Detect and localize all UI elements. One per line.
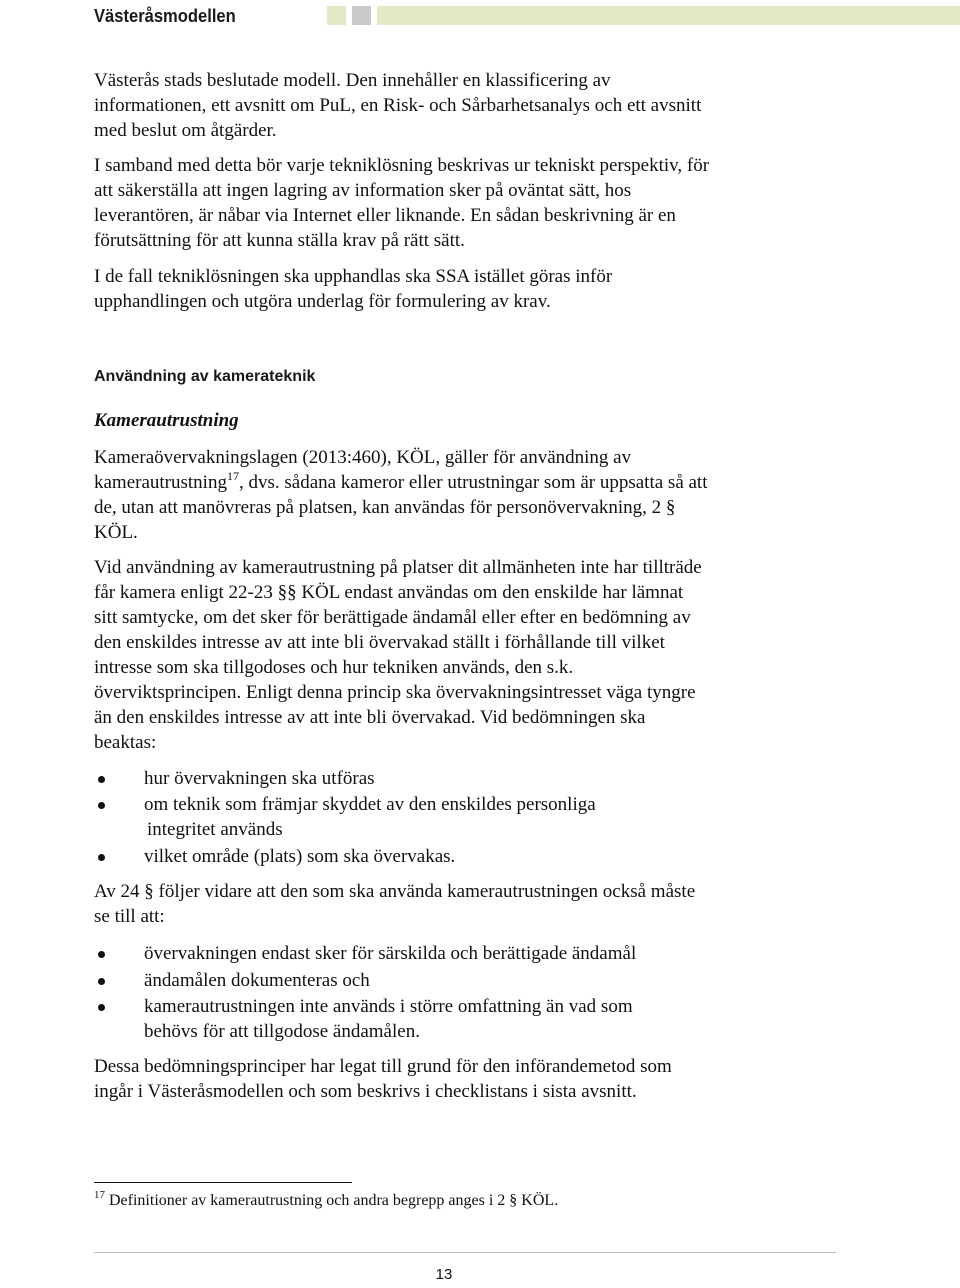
text-line: I de fall tekniklösningen ska upphandlas ska SSA istället göras inför: [94, 266, 613, 287]
page-number: 13: [435, 1266, 453, 1283]
text-line: se till att:: [94, 906, 165, 927]
text-line: ingår i Västeråsmodellen och som beskrivs i checklistans i sista avsnitt.: [94, 1081, 637, 1102]
subsection-heading: Kamerautrustning: [94, 410, 239, 431]
footnote-text: Definitioner av kamerautrustning och andra begrepp anges i 2 § KÖL.: [105, 1192, 559, 1209]
list-item-text: hur övervakningen ska utföras: [144, 768, 375, 789]
text-line: Av 24 § följer vidare att den som ska använda kamerautrustningen också måste: [94, 881, 696, 902]
text-line: de, utan att manövreras på platsen, kan användas för personövervakning, 2 §: [94, 497, 676, 518]
text-line: KÖL.: [94, 522, 138, 543]
header-decoration-square-gray: [352, 6, 371, 25]
text-line: intresse som ska tillgodoses och hur tekniken används, den s.k.: [94, 657, 574, 678]
list-item-text: integritet används: [147, 819, 283, 840]
list-item-text: kamerautrustningen inte används i större omfattning än vad som: [144, 996, 633, 1017]
text-line: att säkerställa att ingen lagring av information sker på oväntat sätt, hos: [94, 180, 632, 201]
paragraph-intro: [94, 68, 794, 143]
text-line: den enskildes intresse av att inte bli övervakad ställt i förhållande till vilket: [94, 632, 665, 653]
text-line: med beslut om åtgärder.: [94, 120, 277, 141]
paragraph-camera-law: [94, 445, 794, 545]
list-item-text: övervakningen endast sker för särskilda och berättigade ändamål: [144, 943, 637, 964]
text-line: får kamera enligt 22-23 §§ KÖL endast användas om den enskilde har lämnat: [94, 582, 684, 603]
list-item-text: vilket område (plats) som ska övervakas.: [144, 846, 456, 867]
text-line: Vid användning av kamerautrustning på platser dit allmänheten inte har tillträde: [94, 557, 702, 578]
text-line: än den enskildes intresse av att inte bli övervakad. Vid bedömningen ska: [94, 707, 646, 728]
text-line: Dessa bedömningsprinciper har legat till grund för den införandemetod som: [94, 1056, 672, 1077]
bullet-icon: [98, 854, 105, 861]
list-item-text: behövs för att tillgodose ändamålen.: [144, 1021, 420, 1042]
bullet-icon: [98, 776, 105, 783]
text-segment: , dvs. sådana kameror eller utrustningar som är uppsatta så att: [238, 472, 708, 493]
text-line: I samband med detta bör varje tekniklösning beskrivas ur tekniskt perspektiv, för: [94, 155, 710, 176]
header-decoration-bar: [377, 6, 960, 25]
text-line: Västerås stads beslutade modell. Den innehåller en klassificering av: [94, 70, 611, 91]
footnote-number: 17: [94, 1189, 105, 1201]
text-line: [94, 470, 794, 495]
header-decoration-square-green: [327, 6, 346, 25]
text-line: överviktsprincipen. Enligt denna princip ska övervakningsintresset väga tyngre: [94, 682, 696, 703]
list-item-text: om teknik som främjar skyddet av den enskildes personliga: [144, 794, 596, 815]
running-header-title: Västeråsmodellen: [94, 6, 236, 26]
footnote-separator: [94, 1182, 352, 1183]
paragraph-procurement: [94, 264, 794, 314]
section-heading: Användning av kamerateknik: [94, 368, 316, 385]
bullet-icon: [98, 978, 105, 985]
paragraph-technical-description: [94, 153, 794, 253]
text-line: sitt samtycke, om det sker för berättigade ändamål eller efter en bedömning av: [94, 607, 691, 628]
paragraph-camera-use: [94, 555, 794, 755]
text-line: Kameraövervakningslagen (2013:460), KÖL, gäller för användning av: [94, 447, 632, 468]
text-line: leverantören, är nåbar via Internet eller liknande. En sådan beskrivning är en: [94, 205, 676, 226]
paragraph-requirements: [94, 879, 794, 929]
bullet-icon: [98, 1004, 105, 1011]
text-line: informationen, ett avsnitt om PuL, en Risk- och Sårbarhetsanalys och ett avsnitt: [94, 95, 702, 116]
text-line: förutsättning för att kunna ställa krav på rätt sätt.: [94, 230, 465, 251]
text-line: beaktas:: [94, 732, 157, 753]
paragraph-conclusion: [94, 1054, 794, 1104]
text-line: upphandlingen och utgöra underlag för formulering av krav.: [94, 291, 551, 312]
footnote-reference[interactable]: 17: [226, 469, 239, 483]
text-segment: kamerautrustning: [94, 472, 227, 493]
footer-divider: [94, 1252, 836, 1253]
footnote: [94, 1189, 559, 1210]
list-item-text: ändamålen dokumenteras och: [144, 970, 370, 991]
bullet-icon: [98, 951, 105, 958]
bullet-icon: [98, 802, 105, 809]
